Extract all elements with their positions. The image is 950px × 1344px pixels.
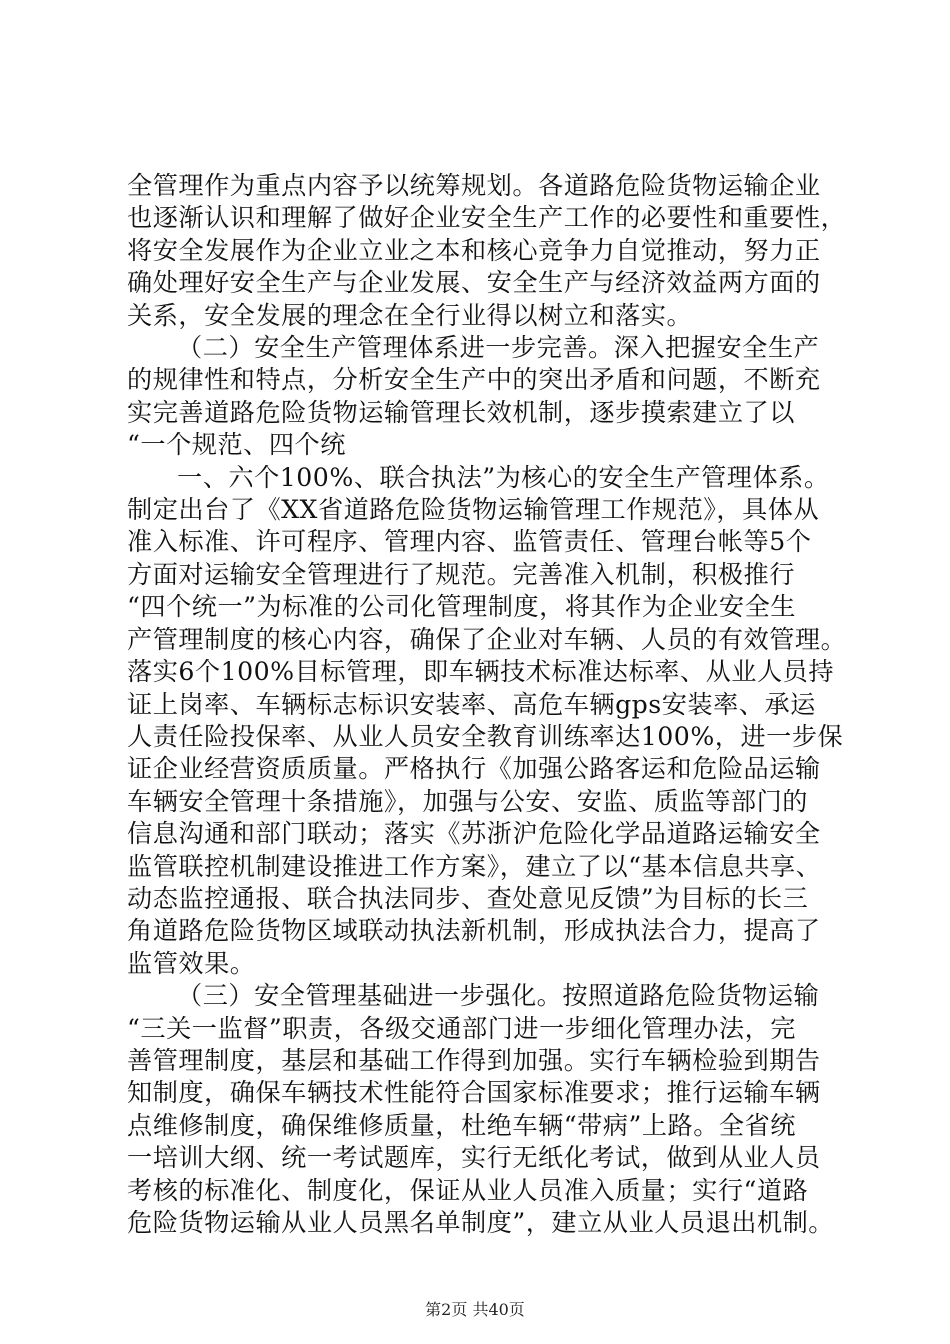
text-line: 监管联控机制建设推进工作方案》，建立了以“基本信息共享、 [127, 851, 822, 881]
paragraph-1 [127, 170, 847, 332]
text-line: 的规律性和特点，分析安全生产中的突出矛盾和问题，不断充 [127, 365, 821, 395]
text-line: 知制度，确保车辆技术性能符合国家标准要求；推行运输车辆 [127, 1078, 821, 1108]
text-line: 动态监控通报、联合执法同步、查处意见反馈”为目标的长三 [127, 883, 809, 913]
text-line: 证上岗率、车辆标志标识安装率、高危车辆gps安装率、承运 [127, 689, 816, 719]
text-line: 全管理作为重点内容予以统筹规划。各道路危险货物运输企业 [127, 171, 821, 200]
text-line: 将安全发展作为企业立业之本和核心竞争力自觉推动，努力正 [127, 235, 821, 265]
paragraph-4-section-heading [127, 980, 834, 1239]
text-line: 实完善道路危险货物运输管理长效机制，逐步摸索建立了以 [127, 397, 795, 427]
paragraph-3 [127, 462, 847, 981]
text-line: 关系，安全发展的理念在全行业得以树立和落实。 [127, 300, 693, 330]
text-line: 信息沟通和部门联动；落实《苏浙沪危险化学品道路运输安全 [127, 819, 821, 849]
text-line: 车辆安全管理十条措施》，加强与公安、安监、质监等部门的 [127, 786, 808, 816]
text-line: （二）安全生产管理体系进一步完善。深入把握安全生产 [177, 333, 820, 363]
text-line: “一个规范、四个统 [127, 430, 346, 460]
text-line: 准入标准、许可程序、管理内容、监管责任、管理台帐等5个 [127, 527, 812, 557]
document-body [127, 170, 847, 1239]
text-line: 证企业经营资质质量。严格执行《加强公路客运和危险品运输 [127, 754, 821, 784]
page-number-footer: 第2页 共40页 [425, 1300, 525, 1319]
text-line: 考核的标准化、制度化，保证从业人员准入质量；实行“道路 [127, 1175, 809, 1205]
text-line: 制定出台了《XX省道路危险货物运输管理工作规范》，具体从 [127, 495, 820, 525]
text-line: 善管理制度，基层和基础工作得到加强。实行车辆检验到期告 [127, 1045, 821, 1075]
text-line: “三关一监督”职责，各级交通部门进一步细化管理办法，完 [127, 1013, 796, 1043]
text-line: 人责任险投保率、从业人员安全教育训练率达100%，进一步保 [127, 721, 844, 751]
text-line: “四个统一”为标准的公司化管理制度，将其作为企业安全生 [127, 592, 796, 622]
text-line: （三）安全管理基础进一步强化。按照道路危险货物运输 [177, 981, 820, 1011]
text-line: 角道路危险货物区域联动执法新机制，形成执法合力，提高了 [127, 916, 821, 946]
text-line: 一、六个100%、联合执法”为核心的安全生产管理体系。 [177, 462, 830, 492]
text-line: 方面对运输安全管理进行了规范。完善准入机制，积极推行 [127, 559, 795, 589]
paragraph-2-section-heading [127, 332, 830, 462]
text-line: 也逐渐认识和理解了做好企业安全生产工作的必要性和重要性， [127, 203, 847, 233]
text-line: 危险货物运输从业人员黑名单制度”，建立从业人员退出机制。 [127, 1208, 834, 1237]
text-line: 一培训大纲、统一考试题库，实行无纸化考试，做到从业人员 [127, 1143, 821, 1173]
text-line: 监管效果。 [127, 948, 256, 978]
text-line: 落实6个100%目标管理，即车辆技术标准达标率、从业人员持 [127, 657, 835, 687]
text-line: 点维修制度，确保维修质量，杜绝车辆“带病”上路。全省统 [127, 1110, 796, 1140]
text-line: 确处理好安全生产与企业发展、安全生产与经济效益两方面的 [127, 268, 821, 298]
text-line: 产管理制度的核心内容，确保了企业对车辆、人员的有效管理。 [127, 624, 847, 654]
